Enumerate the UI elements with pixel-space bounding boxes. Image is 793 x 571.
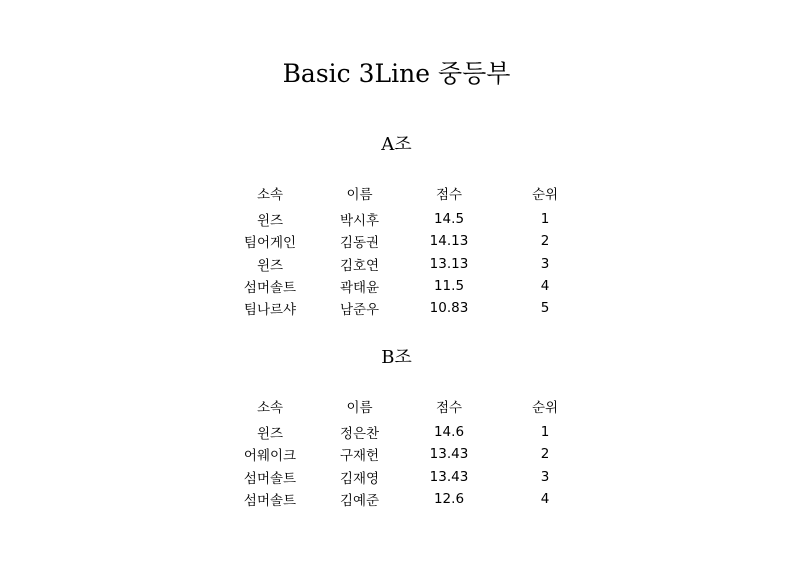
cell-name: 남준우 — [339, 302, 380, 319]
cell-score: 11.5 — [433, 278, 465, 295]
cell-team: 섬머솔트 — [243, 493, 297, 510]
header-score: 점수 — [435, 187, 463, 203]
cell-name: 정은찬 — [339, 426, 380, 443]
group-b-table — [224, 396, 595, 510]
table-row — [224, 443, 595, 465]
cell-score: 13.43 — [429, 446, 469, 463]
cell-name: 박시후 — [339, 213, 380, 230]
cell-score: 13.43 — [429, 468, 469, 485]
cell-name: 김호연 — [339, 257, 380, 274]
table-row — [224, 208, 595, 230]
cell-team: 윈즈 — [256, 213, 284, 230]
cell-score: 12.6 — [433, 491, 465, 508]
cell-rank: 3 — [540, 255, 550, 272]
cell-score: 14.5 — [433, 211, 465, 228]
header-rank: 순위 — [531, 187, 559, 203]
cell-score: 14.13 — [429, 233, 469, 250]
cell-team: 팀어게인 — [243, 235, 297, 252]
group-a-table — [224, 183, 595, 319]
cell-team: 섬머솔트 — [243, 470, 297, 487]
cell-rank: 2 — [540, 446, 550, 463]
table-header-row — [224, 396, 595, 421]
cell-score: 14.6 — [433, 424, 465, 441]
table-row — [224, 297, 595, 319]
table-row — [224, 466, 595, 488]
header-rank: 순위 — [531, 400, 559, 416]
cell-name: 구재헌 — [339, 448, 380, 465]
table-row — [224, 230, 595, 252]
cell-rank: 2 — [540, 233, 550, 250]
table-header-row — [224, 183, 595, 208]
cell-score: 13.13 — [429, 255, 469, 272]
group-a-title: A조 — [381, 134, 412, 155]
header-name: 이름 — [346, 400, 373, 416]
cell-name: 김재영 — [339, 470, 380, 487]
cell-rank: 1 — [540, 424, 550, 441]
header-team: 소속 — [256, 400, 284, 416]
header-score: 점수 — [435, 400, 463, 416]
table-row — [224, 488, 595, 510]
header-name: 이름 — [346, 187, 373, 203]
cell-team: 어웨이크 — [243, 448, 297, 465]
header-team: 소속 — [256, 187, 284, 203]
cell-name: 곽태윤 — [339, 280, 380, 297]
cell-team: 윈즈 — [256, 257, 284, 274]
cell-rank: 1 — [540, 211, 550, 228]
cell-name: 김동권 — [339, 235, 380, 252]
table-row — [224, 275, 595, 297]
table-row — [224, 253, 595, 275]
page-title: Basic 3Line 중등부 — [282, 59, 511, 88]
group-b-title: B조 — [381, 347, 412, 368]
cell-rank: 4 — [540, 278, 550, 295]
cell-name: 김예준 — [339, 493, 380, 510]
cell-team: 윈즈 — [256, 426, 284, 443]
cell-rank: 4 — [540, 491, 550, 508]
table-row — [224, 421, 595, 443]
cell-team: 팀나르샤 — [243, 302, 297, 319]
cell-score: 10.83 — [429, 300, 469, 317]
cell-team: 섬머솔트 — [243, 280, 297, 297]
cell-rank: 3 — [540, 468, 550, 485]
cell-rank: 5 — [540, 300, 550, 317]
